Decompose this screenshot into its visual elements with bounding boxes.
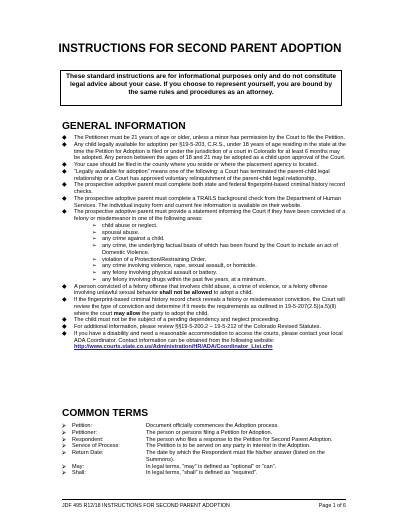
- diamond-bullet-icon: ◆: [62, 283, 67, 290]
- sub-list-item: ➢ any crime involving violence, rape, sexual assault, or homicide.: [92, 263, 257, 270]
- list-item: ◆ The prospective adoptive parent must provide a statement informing the Court if they have been convicted of a felony or misdemeanor in one of the following areas: ➢ child abuse or neglect. ➢ spousal abuse. ➢ any crime against a child. ➢ any crime, the underlying factual basis of which has been found by the Court to include an act of Domestic Violence. ➢ violation of a Protection/Restraining Order. ➢ any crime involving violence, rape, sexual assault, or homicide. ➢ any felony involving physical assault or battery. ➢ any felony involving drugs within the past five years, at a minimum.: [62, 209, 346, 283]
- common-terms-table: [62, 423, 346, 477]
- form-id-footer: JDF 495 R12/18 INSTRUCTIONS FOR SECOND PARENT ADOPTION: [62, 503, 230, 509]
- arrow-bullet-icon: ➢: [92, 263, 97, 270]
- diamond-bullet-icon: ◆: [62, 317, 67, 324]
- diamond-bullet-icon: ◆: [62, 162, 67, 168]
- conviction-areas-list: [74, 223, 346, 284]
- arrow-bullet-icon: ➢: [92, 236, 97, 243]
- document-title: INSTRUCTIONS FOR SECOND PARENT ADOPTION: [58, 43, 342, 55]
- sub-list-item: ➢ violation of a Protection/Restraining Order.: [92, 256, 207, 263]
- term-label: ⮚ Shall:: [62, 470, 86, 477]
- sub-list-item: ➢ any crime against a child.: [92, 236, 165, 243]
- diamond-bullet-icon: ◆: [62, 182, 67, 189]
- arrow-bullet-icon: ➢: [92, 256, 97, 263]
- term-label: ⮚ Respondent:: [62, 436, 104, 443]
- sub-list-item: ➢ any felony involving drugs within the past five years, at a minimum.: [92, 276, 267, 283]
- arrow-bullet-icon: ➢: [92, 243, 97, 249]
- term-label: ⮚ Return Date:: [62, 450, 104, 456]
- pointer-tag-icon: ⮚: [62, 443, 66, 450]
- sub-list-item: ➢ spousal abuse.: [92, 229, 140, 236]
- list-item: ◆ The child must not be the subject of a pending dependency and neglect proceeding.: [62, 317, 280, 324]
- ada-coordinator-link[interactable]: http://www.courts.state.co.us/Administration/HR/ADA/Coordinator_List.cfm: [74, 344, 273, 351]
- term-label: ⮚ Petitioner:: [62, 429, 97, 436]
- diamond-bullet-icon: ◆: [62, 297, 67, 303]
- general-information-list: [62, 135, 346, 351]
- term-row: [62, 450, 346, 464]
- sub-list-item: ➢ child abuse or neglect.: [92, 222, 158, 229]
- list-item: ◆ “Legally available for adoption” means one of the following: a Court has terminated the parent-child legal relationship or a Court has approved voluntary relinquishment of the parent-child legal relationship.: [62, 168, 330, 182]
- arrow-bullet-icon: ➢: [92, 276, 97, 283]
- term-definition: The person who files a response to the Petition for Second Parent Adoption.: [146, 436, 333, 443]
- general-information-heading: GENERAL INFORMATION: [62, 121, 186, 132]
- pointer-tag-icon: ⮚: [62, 463, 66, 470]
- term-label: ⮚ May:: [62, 463, 85, 470]
- diamond-bullet-icon: ◆: [62, 195, 67, 202]
- term-row: [62, 437, 346, 444]
- diamond-bullet-icon: ◆: [62, 168, 67, 175]
- term-label: ⮚ Petition:: [62, 423, 93, 429]
- list-item: ◆ Your case should be filed in the county where you reside or where the placement agency is located.: [62, 162, 319, 168]
- term-row: [62, 464, 346, 471]
- term-definition: Document officially commences the Adoption process.: [146, 423, 279, 429]
- list-item: ◆ The prospective adoptive parent must complete both state and federal fingerprint-based criminal history record checks.: [62, 182, 346, 195]
- diamond-bullet-icon: ◆: [62, 135, 67, 141]
- term-row: [62, 430, 346, 437]
- list-item: ◆ A person convicted of a felony offense that involves child abuse, a crime of violence, or a felony offense involving unlawful sexual behavior shall not be allowed to adopt a child.: [62, 283, 328, 297]
- arrow-bullet-icon: ➢: [92, 229, 97, 236]
- term-row: [62, 443, 346, 450]
- arrow-bullet-icon: ➢: [92, 222, 97, 229]
- page-footer: [62, 499, 346, 509]
- diamond-bullet-icon: ◆: [62, 141, 67, 148]
- term-definition: The Petition is to be served on any party in interest in the Adoption.: [146, 443, 311, 450]
- pointer-tag-icon: ⮚: [62, 436, 66, 443]
- term-row: [62, 470, 346, 477]
- page-number: Page 1 of 6: [318, 503, 346, 509]
- list-item: ◆ If the fingerprint-based criminal history record check reveals a felony or misdemeanor conviction, the Court will review the type of conviction and determine if it meets the requirements as outlined in 19-5-207(2.5)(a.5)(ll) where the court may allow the party to adopt the child.: [62, 297, 345, 317]
- term-definition: The person or persons filing a Petition for Adoption.: [146, 429, 273, 436]
- diamond-bullet-icon: ◆: [62, 209, 67, 216]
- pointer-tag-icon: ⮚: [62, 423, 66, 429]
- list-item: ◆ Any child legally available for adoption per §19-5-203, C.R.S., under 18 years of age residing in the state at the time the Petition for Adoption is filed or under the jurisdiction of a court in Colorado for at least 6 months may be adopted. Any person between the ages of 18 and 21 may be adopted as a child upon approval of the Court.: [62, 141, 346, 162]
- common-terms-heading: COMMON TERMS: [62, 408, 149, 419]
- diamond-bullet-icon: ◆: [62, 330, 67, 337]
- term-definition: In legal terms, “shall” is defined as “required”.: [146, 470, 258, 477]
- sub-list-item: ➢ any crime, the underlying factual basis of which has been found by the Court to include an act of Domestic Violence.: [92, 243, 338, 256]
- term-row: [62, 423, 346, 430]
- term-label: ⮚ Service of Process:: [62, 443, 120, 450]
- list-item: ◆ If you have a disability and need a reasonable accommodation to access the courts, please contact your local ADA Coordinator. Contact information can be obtained from the following website: http://www.courts.state.co.us/Administration/HR/ADA/Coordinator_List.cfm: [62, 330, 343, 351]
- diamond-bullet-icon: ◆: [62, 324, 67, 330]
- arrow-bullet-icon: ➢: [92, 270, 97, 276]
- sub-list-item: ➢ any felony involving physical assault or battery.: [92, 270, 218, 276]
- list-item: ◆ For additional information, please review §§19-5-200.2 – 19-5-212 of the Colorado Revised Statutes.: [62, 324, 321, 330]
- pointer-tag-icon: ⮚: [62, 450, 66, 456]
- list-item: ◆ The Petitioner must be 21 years of age or older, unless a minor has permission by the Court to file the Petition.: [62, 135, 346, 141]
- disclaimer-box: These standard instructions are for informational purposes only and do not constitute legal advice about your case. If you choose to represent yourself, you are bound by the same rules and procedures as an attorney.: [60, 70, 342, 106]
- term-definition: The date by which the Respondent must file his/her answer (listed on the Summons).: [146, 450, 325, 463]
- pointer-tag-icon: ⮚: [62, 429, 66, 436]
- list-item: ◆ The prospective adoptive parent must complete a TRAILS background check from the Department of Human Services. The individual inquiry form and current fee information is available on their website.: [62, 195, 341, 209]
- term-definition: In legal terms, “may” is defined as “optional” or “can”.: [146, 463, 277, 470]
- pointer-tag-icon: ⮚: [62, 470, 66, 477]
